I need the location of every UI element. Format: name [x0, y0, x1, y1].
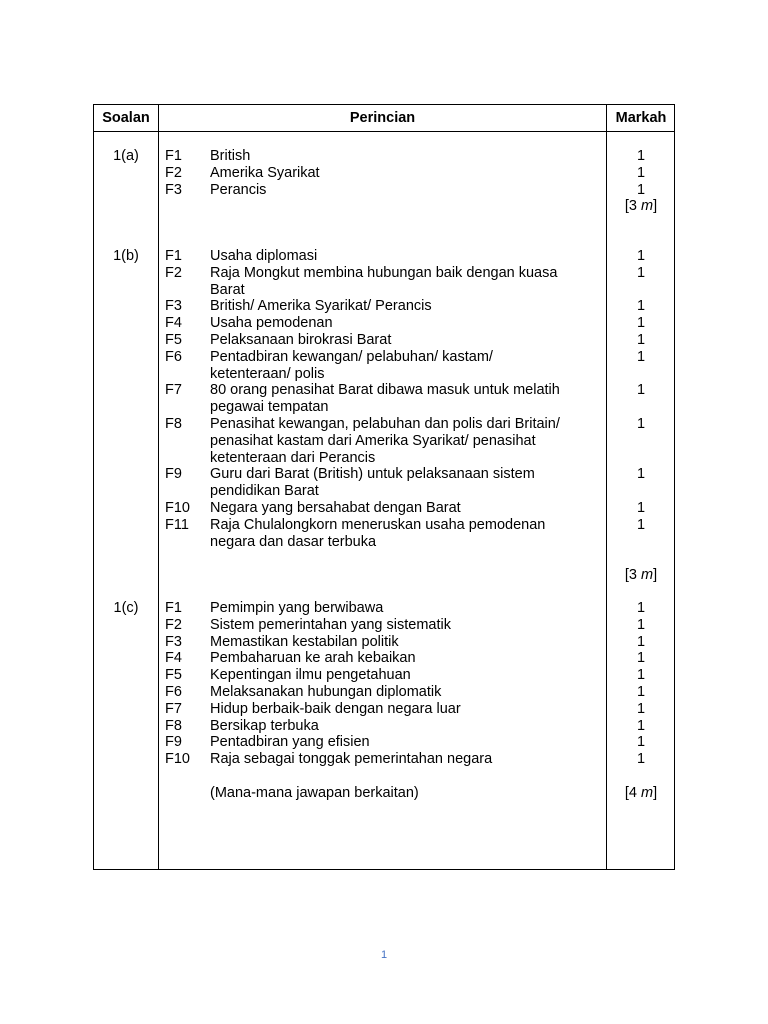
mark-value: 1 [636, 348, 646, 365]
point-code: F4 [165, 650, 182, 667]
point-code: F2 [165, 264, 182, 281]
table-row [94, 298, 674, 315]
point-text: Usaha pemodenan [210, 315, 333, 332]
table-row [94, 248, 674, 265]
point-text: penasihat kastam dari Amerika Syarikat/ penasihat [210, 432, 536, 449]
table-row [94, 517, 674, 534]
point-text: Amerika Syarikat [210, 164, 320, 181]
mark-value: 1 [636, 700, 646, 717]
point-code: F3 [165, 298, 182, 315]
mark-value: 1 [636, 416, 646, 432]
table-row [94, 282, 674, 299]
page-number: 1 [380, 949, 388, 961]
table-row [94, 433, 674, 450]
mark-value: 1 [636, 332, 646, 348]
point-text: Pembaharuan ke arah kebaikan [210, 650, 416, 667]
mark-value: 1 [636, 248, 646, 264]
mark-value: 1 [636, 500, 646, 516]
table-row [94, 718, 674, 735]
point-code: F9 [165, 466, 182, 483]
point-code: F1 [165, 600, 182, 616]
total-prefix: [4 [624, 784, 641, 801]
mark-value: 1 [636, 264, 646, 281]
point-code: F1 [165, 248, 182, 264]
table-row [94, 182, 674, 199]
table-row [94, 667, 674, 684]
point-code: F5 [165, 667, 182, 684]
point-text: Sistem pemerintahan yang sistematik [210, 616, 451, 633]
mark-value: 1 [636, 164, 646, 181]
mark-value: 1 [636, 181, 646, 198]
mark-value: 1 [636, 751, 646, 768]
table-row [94, 684, 674, 701]
table-row [94, 399, 674, 416]
answer-table [93, 104, 675, 870]
question-number: 1(a) [113, 148, 139, 164]
point-code: F3 [165, 181, 182, 198]
answer-note: (Mana-mana jawapan berkaitan) [210, 784, 419, 801]
point-text: Raja Chulalongkorn meneruskan usaha pemodenan [210, 516, 546, 533]
table-row [94, 600, 674, 617]
point-text: Pentadbiran kewangan/ pelabuhan/ kastam/ [210, 348, 493, 365]
total-prefix: [3 [624, 198, 641, 215]
point-code: F7 [165, 700, 182, 717]
mark-value: 1 [636, 600, 646, 616]
mark-value: 1 [636, 382, 646, 399]
mark-value: 1 [636, 684, 646, 700]
point-code: F1 [165, 148, 182, 164]
point-text: ketenteraan dari Perancis [210, 449, 376, 466]
point-code: F7 [165, 382, 182, 399]
header-soalan: Soalan [102, 110, 150, 126]
point-code: F9 [165, 734, 182, 751]
point-text: Negara yang bersahabat dengan Barat [210, 500, 461, 516]
point-code: F8 [165, 416, 182, 432]
question-number: 1(c) [113, 600, 139, 616]
table-row [94, 751, 674, 768]
point-text: negara dan dasar terbuka [210, 533, 377, 550]
mark-value: 1 [636, 315, 646, 332]
total-suffix: ] [653, 784, 658, 801]
point-text: British/ Amerika Syarikat/ Perancis [210, 298, 432, 315]
mark-value: 1 [636, 667, 646, 684]
table-row [94, 483, 674, 500]
table-row [94, 534, 674, 551]
total-prefix: [3 [624, 567, 641, 584]
mark-value: 1 [636, 466, 646, 483]
point-code: F6 [165, 348, 182, 365]
table-row [94, 148, 674, 165]
point-code: F5 [165, 332, 182, 348]
mark-value: 1 [636, 298, 646, 315]
point-text: Bersikap terbuka [210, 717, 319, 734]
mark-value: 1 [636, 148, 646, 164]
point-text: Kepentingan ilmu pengetahuan [210, 667, 411, 684]
point-text: Memastikan kestabilan politik [210, 633, 399, 650]
header-perincian: Perincian [349, 110, 416, 126]
table-row [94, 701, 674, 718]
table-row [94, 450, 674, 467]
table-row [94, 349, 674, 366]
point-text: Raja Mongkut membina hubungan baik dengan kuasa [210, 264, 558, 281]
point-text: pegawai tempatan [210, 399, 329, 416]
table-row [94, 165, 674, 182]
table-row [94, 617, 674, 634]
point-text: Perancis [210, 181, 267, 198]
mark-value: 1 [636, 717, 646, 734]
total-suffix: ] [653, 198, 658, 215]
point-text: Usaha diplomasi [210, 248, 318, 264]
mark-value: 1 [636, 633, 646, 650]
point-text: ketenteraan/ polis [210, 365, 325, 382]
table-row [94, 332, 674, 349]
point-code: F10 [165, 751, 190, 768]
question-number: 1(b) [113, 248, 139, 264]
table-row [94, 500, 674, 517]
total-suffix: ] [653, 567, 658, 584]
point-code: F8 [165, 717, 182, 734]
mark-value: 1 [636, 734, 646, 751]
point-code: F2 [165, 616, 182, 633]
total-unit: m [641, 198, 654, 215]
point-code: F11 [165, 516, 189, 533]
point-code: F4 [165, 315, 182, 332]
point-text: 80 orang penasihat Barat dibawa masuk untuk melatih [210, 382, 560, 399]
table-row [94, 734, 674, 751]
total-unit: m [641, 567, 654, 584]
point-text: Penasihat kewangan, pelabuhan dan polis dari Britain/ [210, 416, 560, 432]
table-row [94, 416, 674, 433]
table-row [94, 198, 674, 215]
point-code: F10 [165, 500, 190, 516]
table-row [94, 315, 674, 332]
point-text: Guru dari Barat (British) untuk pelaksanaan sistem [210, 466, 535, 483]
table-row [94, 366, 674, 383]
point-code: F2 [165, 164, 182, 181]
table-row [94, 265, 674, 282]
point-code: F3 [165, 633, 182, 650]
table-row [94, 466, 674, 483]
point-text: Raja sebagai tonggak pemerintahan negara [210, 751, 493, 768]
total-unit: m [641, 784, 654, 801]
total-mark [607, 785, 675, 802]
table-row [94, 567, 674, 584]
point-text: Hidup berbaik-baik dengan negara luar [210, 700, 461, 717]
point-text: British [210, 148, 251, 164]
total-mark [607, 567, 675, 584]
header-divider [94, 131, 674, 132]
header-markah: Markah [615, 110, 667, 126]
point-text: pendidikan Barat [210, 483, 319, 500]
mark-value: 1 [636, 650, 646, 667]
point-code: F6 [165, 684, 182, 700]
mark-value: 1 [636, 616, 646, 633]
mark-value: 1 [636, 516, 646, 533]
table-row [94, 382, 674, 399]
table-row [94, 785, 674, 802]
total-mark [607, 198, 675, 215]
table-row [94, 650, 674, 667]
point-text: Barat [210, 281, 245, 298]
point-text: Pentadbiran yang efisien [210, 734, 370, 751]
table-row [94, 634, 674, 651]
point-text: Pemimpin yang berwibawa [210, 600, 384, 616]
point-text: Pelaksanaan birokrasi Barat [210, 332, 392, 348]
point-text: Melaksanakan hubungan diplomatik [210, 684, 442, 700]
